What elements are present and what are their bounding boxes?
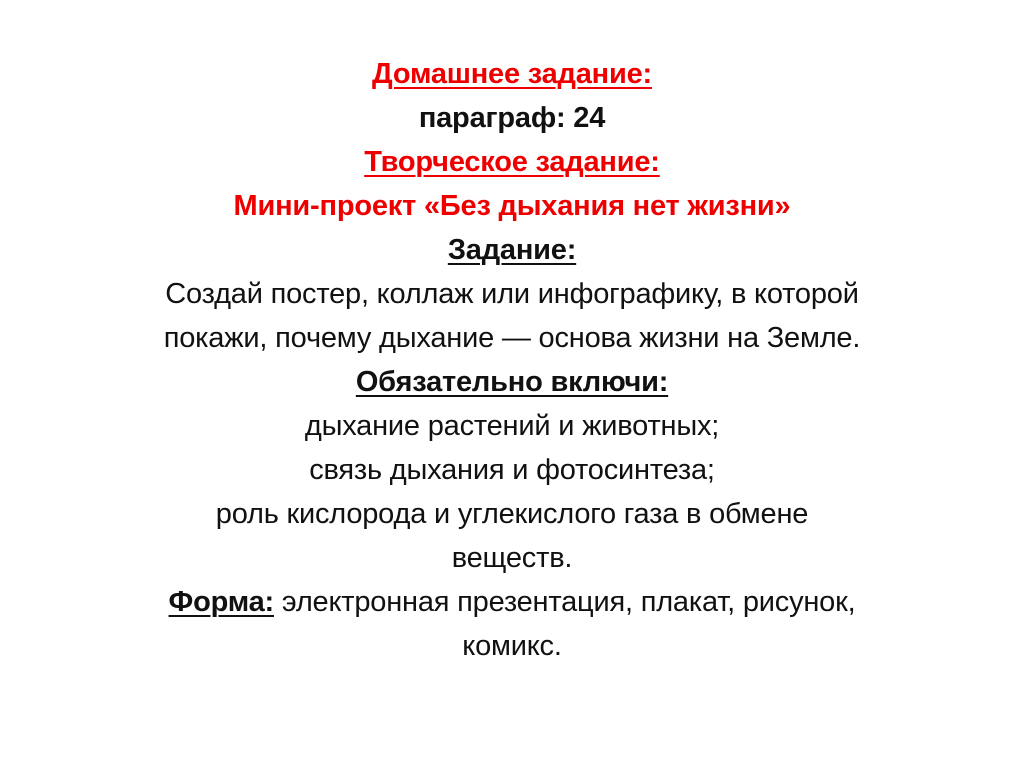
task-text-line-2: покажи, почему дыхание — основа жизни на Земле. — [163, 322, 861, 354]
form-text: электронная презентация, плакат, рисунок, — [274, 586, 856, 618]
paragraph-line: параграф: 24 — [418, 102, 606, 134]
slide-content — [40, 52, 984, 668]
task-heading: Задание: — [447, 234, 577, 266]
task-text-line-1: Создай постер, коллаж или инфографику, в которой — [165, 278, 859, 310]
include-item-4: веществ. — [451, 542, 573, 574]
form-line — [40, 580, 984, 624]
homework-heading: Домашнее задание: — [372, 58, 652, 90]
project-title: Мини-проект «Без дыхания нет жизни» — [233, 190, 791, 222]
include-item-3: роль кислорода и углекислого газа в обмене — [215, 498, 809, 530]
creative-heading: Творческое задание: — [364, 146, 660, 178]
include-item-1: дыхание растений и животных; — [304, 410, 720, 442]
form-text-cont: комикс. — [462, 630, 562, 662]
include-heading: Обязательно включи: — [355, 366, 669, 398]
include-item-2: связь дыхания и фотосинтеза; — [309, 454, 715, 486]
form-label: Форма: — [168, 586, 274, 618]
